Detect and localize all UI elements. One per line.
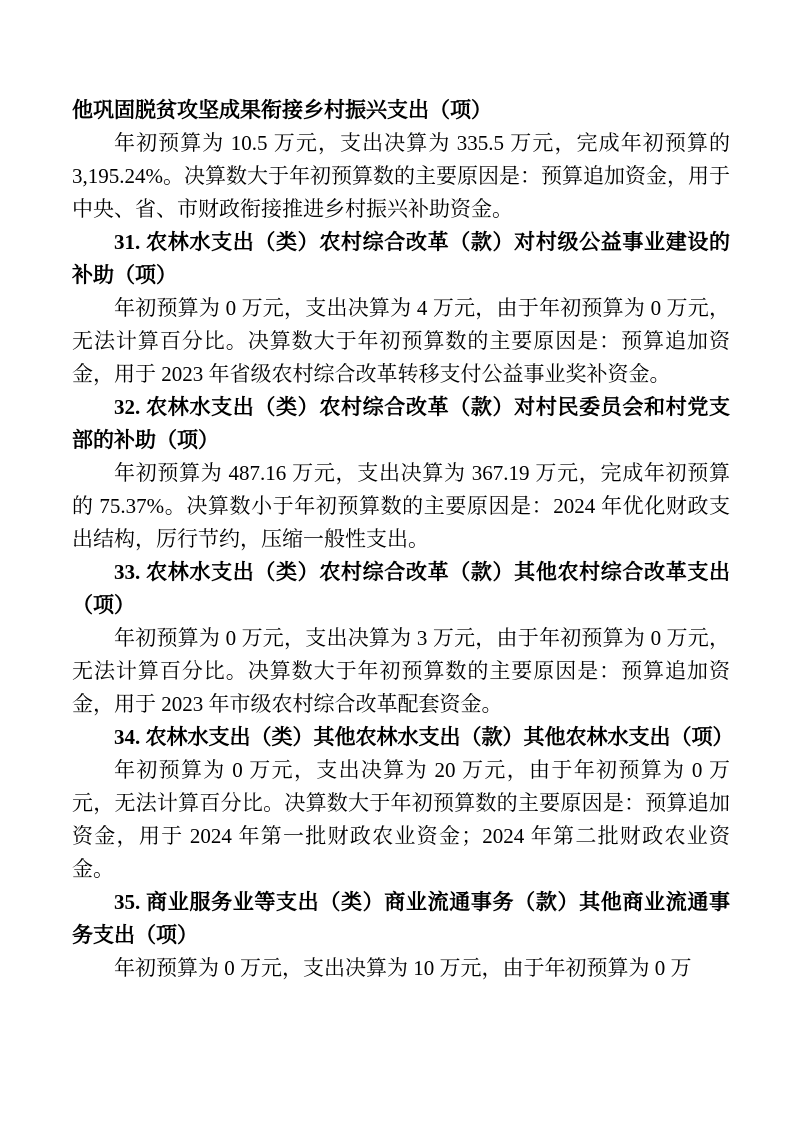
- section-heading: 35. 商业服务业等支出（类）商业流通事务（款）其他商业流通事务支出（项）: [72, 890, 730, 947]
- section-body: 年初预算为 0 万元，支出决算为 4 万元，由于年初预算为 0 万元，无法计算百分比。决算数大于年初预算数的主要原因是：预算追加资金，用于 2023 年省级农村综合改革转移支付公益事业奖补资金。: [72, 296, 730, 386]
- section-32: [72, 391, 730, 556]
- section-body: 年初预算为 0 万元，支出决算为 10 万元，由于年初预算为 0 万: [114, 956, 692, 980]
- section-33: [72, 556, 730, 721]
- section-body: 年初预算为 10.5 万元，支出决算为 335.5 万元，完成年初预算的 3,195.24%。决算数大于年初预算数的主要原因是：预算追加资金，用于中央、省、市财政衔接推进乡村振兴补助资金。: [72, 131, 730, 221]
- section-31: [72, 226, 730, 391]
- section-35: [72, 886, 730, 985]
- section-heading: 33. 农林水支出（类）农村综合改革（款）其他农村综合改革支出（项）: [72, 560, 730, 617]
- section-heading: 34. 农林水支出（类）其他农林水支出（款）其他农林水支出（项）: [114, 725, 734, 749]
- section-34: [72, 721, 734, 886]
- section-heading: 他巩固脱贫攻坚成果衔接乡村振兴支出（项）: [72, 98, 492, 122]
- section-body: 年初预算为 0 万元，支出决算为 3 万元，由于年初预算为 0 万元，无法计算百分比。决算数大于年初预算数的主要原因是：预算追加资金，用于 2023 年市级农村综合改革配套资金。: [72, 626, 730, 716]
- section-body: 年初预算为 0 万元，支出决算为 20 万元，由于年初预算为 0 万元，无法计算百分比。决算数大于年初预算数的主要原因是：预算追加资金，用于 2024 年第一批财政农业资金；2024 年第二批财政农业资金。: [72, 758, 730, 881]
- section-heading: 31. 农林水支出（类）农村综合改革（款）对村级公益事业建设的补助（项）: [72, 230, 730, 287]
- section-other-poverty-alleviation: [72, 94, 730, 226]
- section-heading: 32. 农林水支出（类）农村综合改革（款）对村民委员会和村党支部的补助（项）: [72, 395, 730, 452]
- section-body: 年初预算为 487.16 万元，支出决算为 367.19 万元，完成年初预算的 75.37%。决算数小于年初预算数的主要原因是：2024 年优化财政支出结构，厉行节约，压缩一般性支出。: [72, 461, 730, 551]
